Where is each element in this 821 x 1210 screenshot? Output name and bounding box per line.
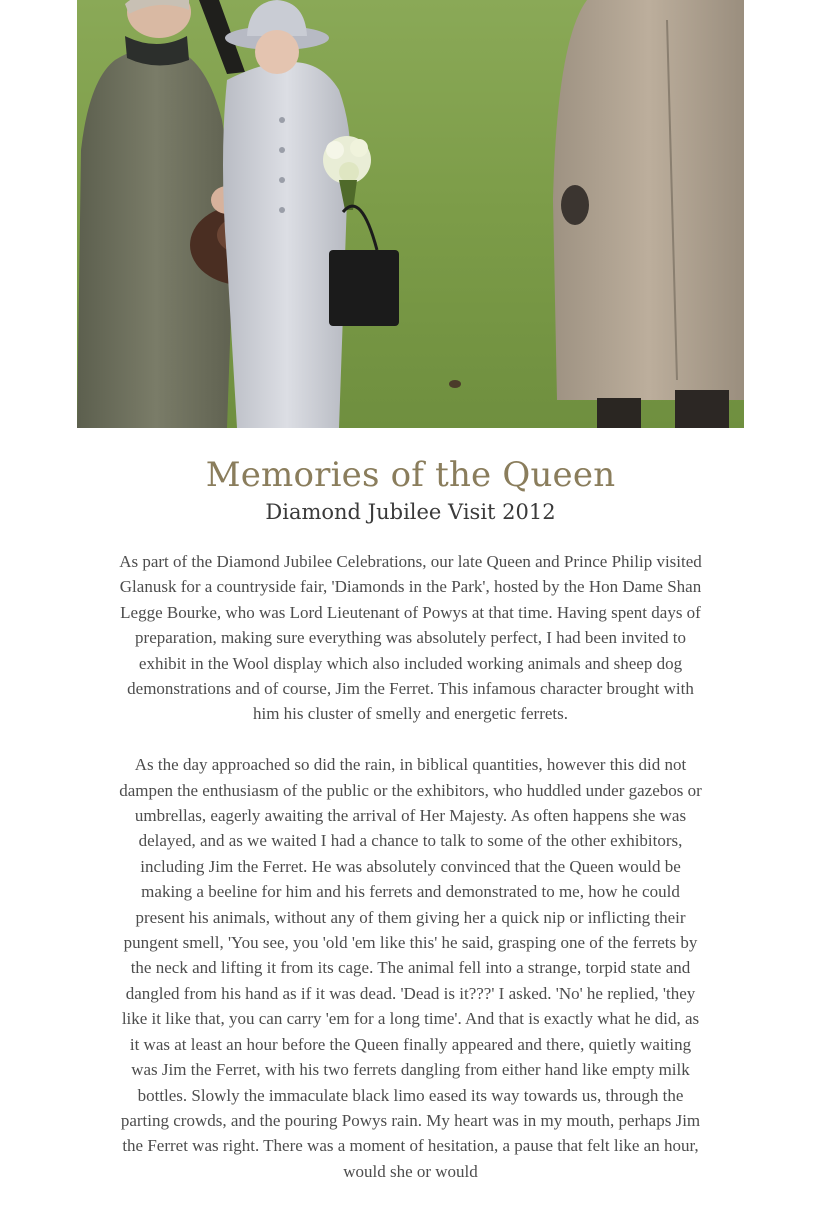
queen-face xyxy=(255,30,299,74)
article-paragraph: As part of the Diamond Jubilee Celebrations, our late Queen and Prince Philip visited Glanusk for a countryside fair, 'Diamonds in the Park', hosted by the Hon Dame Shan Legge Bourke, who was Lord Lieutenant of Powys at that time. Having spent days of preparation, making sure everything was absolutely perfect, I had been invited to exhibit in the Wool display which also included working animals and sheep dog demonstrations and of course, Jim the Ferret. This infamous character brought with him his cluster of smelly and energetic ferrets. xyxy=(119,552,702,724)
page-subtitle: Diamond Jubilee Visit 2012 xyxy=(265,500,556,524)
page-title: Memories of the Queen xyxy=(205,455,616,495)
handbag xyxy=(329,250,399,326)
article-body xyxy=(118,549,703,1210)
article-paragraph: As the day approached so did the rain, in biblical quantities, however this did not dampen the enthusiasm of the public or the exhibitors, who huddled under gazebos or umbrellas, eagerly awaiting the arrival of Her Majesty. As often happens she was delayed, and as we waited I had a chance to talk to some of the other exhibitors, including Jim the Ferret. He was absolutely convinced that the Queen would be making a beeline for him and his ferrets and demonstrated to me, how he could present his animals, without any of them giving her a quick nip or inflicting their pungent smell, 'You see, you 'old 'em like this' he said, grasping one of the ferrets by the neck and lifting it from its cage. The animal fell into a strange, torpid state and dangled from his hand as if it was dead. 'Dead is it???' I asked. 'No' he replied, 'they like it like that, you can carry 'em for a long time'. And that is exactly what he did, as it was at least an hour before the Queen finally appeared and there, quietly waiting was Jim the Ferret, with his two ferrets dangling from either hand like empty milk bottles. Slowly the immaculate black limo eased its way towards us, through the parting crowds, and the pouring Powys rain. My heart was in my mouth, perhaps Jim the Ferret was right. There was a moment of hesitation, a pause that felt like an hour, would she or would xyxy=(119,755,702,1181)
queen-coat xyxy=(223,62,351,428)
hero-photo xyxy=(77,0,744,428)
